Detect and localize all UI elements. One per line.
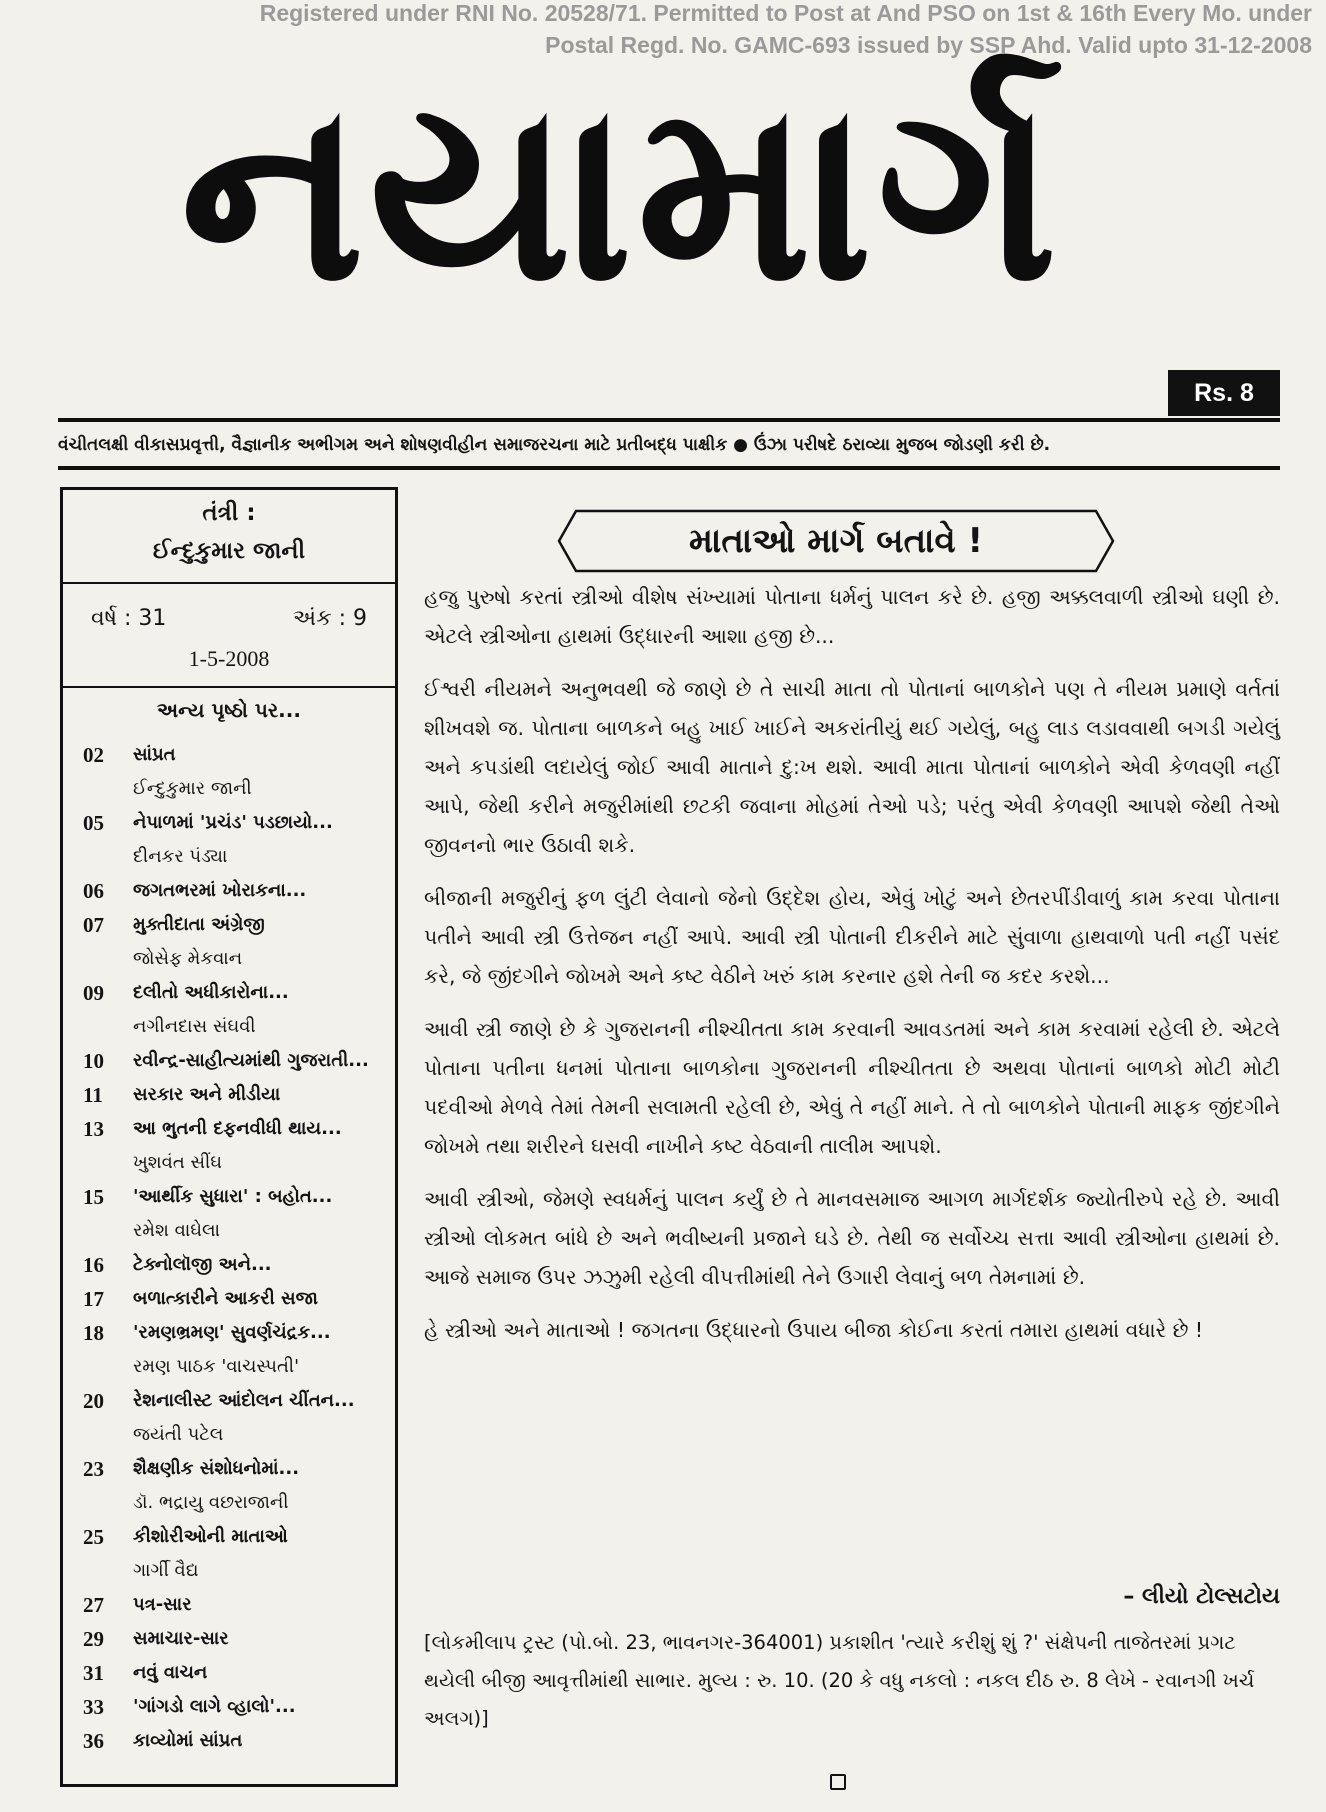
tagline-rule-bottom (58, 466, 1280, 470)
toc-title: સરકાર અને મીડીયા (133, 1084, 281, 1105)
toc-author: નગીનદાસ સંઘવી (133, 1016, 256, 1037)
toc-page-number: 33 (83, 1695, 104, 1719)
toc-entry (83, 1112, 393, 1146)
magazine-title: નયામાર્ગ (180, 48, 1062, 336)
toc-title: 'ગાંગડો લાગે વ્હાલો'... (133, 1696, 296, 1717)
registration-line-1: Registered under RNI No. 20528/71. Permitted to Post at And PSO on 1st & 16th Every Mo. under (259, 0, 1312, 26)
toc-page-number: 06 (83, 879, 104, 903)
toc-title: ટેક્નોલૉજી અને... (133, 1254, 272, 1275)
toc-title: દલીતો અધીકારોના... (133, 982, 289, 1003)
toc-title: સમાચાર-સાર (133, 1628, 229, 1649)
source-note: [લોકમીલાપ ટ્રસ્ટ (પો.બો. 23, ભાવનગર-364001) પ્રકાશીત 'ત્યારે કરીશું શું ?' સંક્ષેપની તાજેતરમાં પ્રગટ થયેલી બીજી આવૃત્તીમાંથી સાભાર. મુલ્ય : રુ. 10. (20 કે વધુ નકલો : નકલ દીઠ રુ. 8 લેખે - રવાનગી ખર્ચ અલગ)] (424, 1631, 1255, 1730)
other-pages-heading: અન્ય પૃષ્ઠો પર... (157, 698, 301, 722)
price-badge: Rs. 8 (1168, 370, 1280, 416)
toc-author: ખુશવંત સીંઘ (133, 1152, 223, 1173)
toc-page-number: 05 (83, 811, 104, 835)
article-paragraph: ઈશ્વરી નીયમને અનુભવથી જે જાણે છે તે સાચી માતા તો પોતાનાં બાળકોને પણ તે નીયમ પ્રમાણે વર્તતાં શીખવશે જ. પોતાના બાળકને બહુ ખાઈ ખાઈને અકરાંતીયું થઈ ગયેલું, બહુ લાડ લડાવવાથી બગડી ગયેલું અને કપડાંથી લદાયેલું જોઈ આવી માતાને દુ:ખ થશે. આવી માતા પોતાનાં બાળકોને એવી કેળવણી નહીં આપે, જેથી કરીને મજુરીમાંથી છટકી જવાના મોહમાં તેઓ પડે; પરંતુ એવી કેળવણી આપશે જેથી તેઓ જીવનનો ભાર ઉઠાવી શકે. (424, 677, 1280, 857)
tagline: વંચીતલક્ષી વીકાસપ્રવૃત્તી, વૈજ્ઞાનીક અભીગમ અને શોષણવીહીન સમાજરચના માટે પ્રતીબદ્ધ પાક્ષીક ● ઉંઝા પરીષદે ઠરાવ્યા મુજબ જોડણી કરી છે. (58, 435, 1051, 455)
toc-author-row (83, 1554, 393, 1588)
toc-title: રેશનાલીસ્ટ આંદોલન ચીંતન... (133, 1390, 355, 1411)
table-of-contents (83, 738, 393, 1758)
article-paragraph: બીજાની મજુરીનું ફળ લુંટી લેવાનો જેનો ઉદ્દેશ હોય, એવું ખોટું અને છેતરપીંડીવાળું કામ કરવા પોતાના પતીને આવી સ્ત્રી ઉત્તેજન નહીં આપે. આવી સ્ત્રી પોતાની દીકરીને માટે સુંવાળા હાથવાળો પતી નહીં પસંદ કરે, જે જીંદગીને જોખમે અને કષ્ટ વેઠીને ખરું કામ કરનાર હશે તેની જ કદર કરશે... (424, 886, 1280, 988)
toc-page-number: 36 (83, 1729, 104, 1753)
toc-author: દીનકર પંડ્યા (133, 846, 228, 867)
toc-page-number: 02 (83, 743, 104, 767)
toc-title: કાવ્યોમાં સાંપ્રત (133, 1730, 243, 1751)
toc-title: 'રમણભ્રમણ' સુવર્ણચંદ્રક... (133, 1322, 331, 1343)
toc-author: રમેશ વાઘેલા (133, 1220, 221, 1241)
toc-entry (83, 1690, 393, 1724)
toc-author-row (83, 1214, 393, 1248)
author-signature: – લીયો ટોલ્સટોય (1123, 1584, 1280, 1609)
toc-entry (83, 1452, 393, 1486)
article-headline: માતાઓ માર્ગ બતાવે ! (689, 521, 983, 561)
toc-title: રવીન્દ્ર-સાહીત્યમાંથી ગુજરાતી... (133, 1050, 369, 1071)
article-paragraph: હે સ્ત્રીઓ અને માતાઓ ! જગતના ઉદ્ધારનો ઉપાય બીજા કોઈના કરતાં તમારા હાથમાં વધારે છે ! (424, 1318, 1204, 1342)
toc-entry (83, 1078, 393, 1112)
toc-entry (83, 1180, 393, 1214)
toc-author-row (83, 1010, 393, 1044)
volume-number: વર્ષ : 31 (91, 606, 167, 631)
article-paragraph: આવી સ્ત્રીઓ, જેમણે સ્વધર્મનું પાલન કર્યું છે તે માનવસમાજ આગળ માર્ગદર્શક જ્યોતીરુપે રહે છે. આવી સ્ત્રીઓ લોકમત બાંધે છે અને ભવીષ્યની પ્રજાને ઘડે છે. તેથી જ સર્વોચ્ચ સત્તા આવી સ્ત્રીઓના હાથમાં છે. આજે સમાજ ઉપર ઝઝુમી રહેલી વીપત્તીમાંથી તેને ઉગારી લેવાનું બળ તેમનામાં છે. (424, 1187, 1280, 1289)
end-mark-box (830, 1774, 846, 1790)
toc-title: 'આર્થીક સુધારા' : બહોત... (133, 1186, 333, 1207)
toc-entry (83, 1316, 393, 1350)
toc-page-number: 20 (83, 1389, 104, 1413)
toc-page-number: 25 (83, 1525, 104, 1549)
article-paragraph: આવી સ્ત્રી જાણે છે કે ગુજરાનની નીશ્ચીતતા કામ કરવાની આવડતમાં અને કામ કરવામાં રહેલી છે. એટલે પોતાના પતીના ધનમાં પોતાના બાળકોના ગુજરાનની નીશ્ચીતતા છે અથવા પોતાનાં બાળકો મોટી મોટી પદવીઓ મેળવે તેમાં તેમની સલામતી રહેલી છે, એવું તે નહીં માને. તે તો બાળકોને પોતાની માફક જીંદગીને જોખમે તથા શરીરને ઘસવી નાખીને કષ્ટ વેઠવાની તાલીમ આપશે. (424, 1017, 1280, 1158)
toc-title: જગતભરમાં ખોરાકના... (133, 880, 307, 901)
toc-page-number: 31 (83, 1661, 104, 1685)
toc-entry (83, 976, 393, 1010)
toc-author: ઈન્દુકુમાર જાની (133, 778, 252, 799)
toc-entry (83, 738, 393, 772)
contents-sidebar (60, 487, 398, 1787)
toc-author-row (83, 1418, 393, 1452)
toc-author: રમણ પાઠક 'વાચસ્પતી' (133, 1356, 300, 1377)
headline-banner (556, 508, 1116, 574)
toc-author-row (83, 942, 393, 976)
toc-entry (83, 1520, 393, 1554)
toc-author-row (83, 1146, 393, 1180)
editor-name: ઈન્દુકુમાર જાની (152, 538, 306, 564)
toc-page-number: 18 (83, 1321, 104, 1345)
issue-number: અંક : 9 (292, 606, 367, 631)
issue-date: 1-5-2008 (188, 646, 270, 671)
toc-author-row (83, 772, 393, 806)
toc-page-number: 17 (83, 1287, 104, 1311)
toc-entry (83, 1656, 393, 1690)
toc-title: પત્ર-સાર (133, 1594, 192, 1615)
toc-title: કીશોરીઓની માતાઓ (133, 1526, 288, 1547)
toc-page-number: 13 (83, 1117, 104, 1141)
toc-title: નેપાળમાં 'પ્રચંડ' પડછાયો... (133, 812, 333, 833)
toc-author: ડૉ. ભદ્રાયુ વછરાજાની (133, 1492, 289, 1513)
toc-page-number: 07 (83, 913, 104, 937)
toc-entry (83, 1282, 393, 1316)
toc-page-number: 29 (83, 1627, 104, 1651)
toc-entry (83, 806, 393, 840)
toc-entry (83, 1384, 393, 1418)
toc-author-row (83, 840, 393, 874)
sidebar-divider (63, 686, 395, 688)
toc-author: ગાર્ગી વૈદ્ય (133, 1560, 199, 1581)
toc-entry (83, 1044, 393, 1078)
article-paragraph: હજુ પુરુષો કરતાં સ્ત્રીઓ વીશેષ સંખ્યામાં પોતાના ધર્મનું પાલન કરે છે. હજી અક્કલવાળી સ્ત્રીઓ ઘણી છે. એટલે સ્ત્રીઓના હાથમાં ઉદ્ધારની આશા હજી છે... (424, 585, 1280, 648)
toc-page-number: 10 (83, 1049, 104, 1073)
toc-author-row (83, 1350, 393, 1384)
toc-page-number: 15 (83, 1185, 104, 1209)
registration-line-2: Postal Regd. No. GAMC-693 issued by SSP Ahd. Valid upto 31-12-2008 (545, 32, 1312, 58)
toc-title: આ ભુતની દફનવીધી થાય... (133, 1118, 342, 1139)
toc-page-number: 16 (83, 1253, 104, 1277)
toc-entry (83, 908, 393, 942)
toc-title: બળાત્કારીને આકરી સજા (133, 1288, 318, 1309)
toc-title: શૈક્ષણીક સંશોધનોમાં... (133, 1458, 300, 1479)
editor-label: તંત્રી : (202, 500, 256, 526)
toc-title: નવું વાચન (133, 1662, 208, 1683)
toc-entry (83, 1724, 393, 1758)
toc-author-row (83, 1486, 393, 1520)
toc-page-number: 09 (83, 981, 104, 1005)
toc-entry (83, 1588, 393, 1622)
sidebar-divider (63, 582, 395, 584)
toc-author: જોસેફ મેકવાન (133, 948, 243, 969)
toc-entry (83, 874, 393, 908)
article-body (424, 578, 1280, 1364)
tagline-rule-top (58, 418, 1280, 422)
toc-page-number: 11 (83, 1083, 103, 1107)
toc-title: મુક્તીદાતા અંગ્રેજી (133, 914, 265, 935)
toc-page-number: 27 (83, 1593, 104, 1617)
toc-page-number: 23 (83, 1457, 104, 1481)
toc-entry (83, 1248, 393, 1282)
toc-author: જયંતી પટેલ (133, 1424, 224, 1445)
toc-entry (83, 1622, 393, 1656)
toc-title: સાંપ્રત (133, 744, 176, 765)
